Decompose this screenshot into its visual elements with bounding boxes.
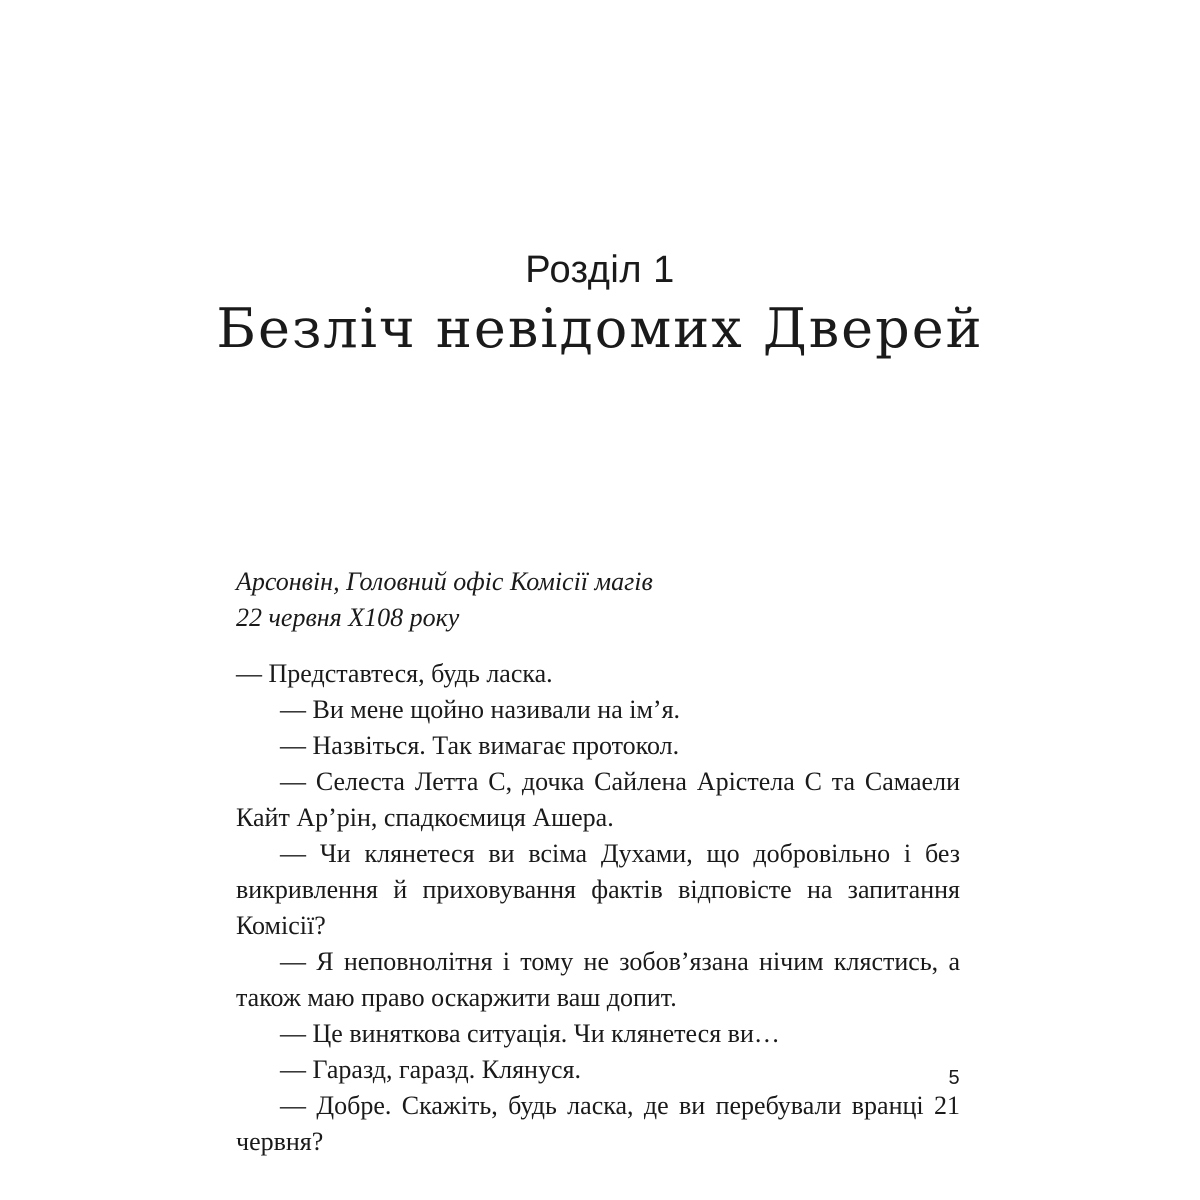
place-line: Арсонвін, Головний офіс Комісії магів bbox=[236, 567, 653, 596]
dialogue-paragraph: — Селеста Летта С, дочка Сайлена Арістела С та Самаели Кайт Ар’рін, спадкоємиця Ашера. bbox=[236, 767, 960, 832]
dialogue-paragraph: — Це виняткова ситуація. Чи клянетеся ви… bbox=[280, 1019, 780, 1048]
dialogue-paragraph: — Представтеся, будь ласка. bbox=[236, 659, 553, 688]
dialogue-paragraph: — Гаразд, гаразд. Клянуся. bbox=[280, 1055, 581, 1084]
date-line: 22 червня Х108 року bbox=[236, 603, 460, 632]
dialogue-body bbox=[236, 656, 960, 1160]
dialogue-paragraph: — Добре. Скажіть, будь ласка, де ви перебували вранці 21 червня? bbox=[236, 1091, 960, 1156]
page-number: 5 bbox=[948, 1067, 960, 1089]
dialogue-paragraph: — Ви мене щойно називали на ім’я. bbox=[280, 695, 681, 724]
dialogue-paragraph: — Чи клянетеся ви всіма Духами, що добровільно і без викривлення й приховування фактів відповісте на запитання Комісії? bbox=[236, 839, 960, 940]
chapter-label: Розділ 1 bbox=[525, 249, 675, 291]
dialogue-paragraph: — Я неповнолітня і тому не зобов’язана нічим клястись, а також маю право оскаржити ваш допит. bbox=[236, 947, 960, 1012]
dialogue-paragraph: — Назвіться. Так вимагає протокол. bbox=[280, 731, 680, 760]
place-date bbox=[236, 564, 653, 636]
chapter-title: Безліч невідомих Дверей bbox=[216, 297, 984, 360]
